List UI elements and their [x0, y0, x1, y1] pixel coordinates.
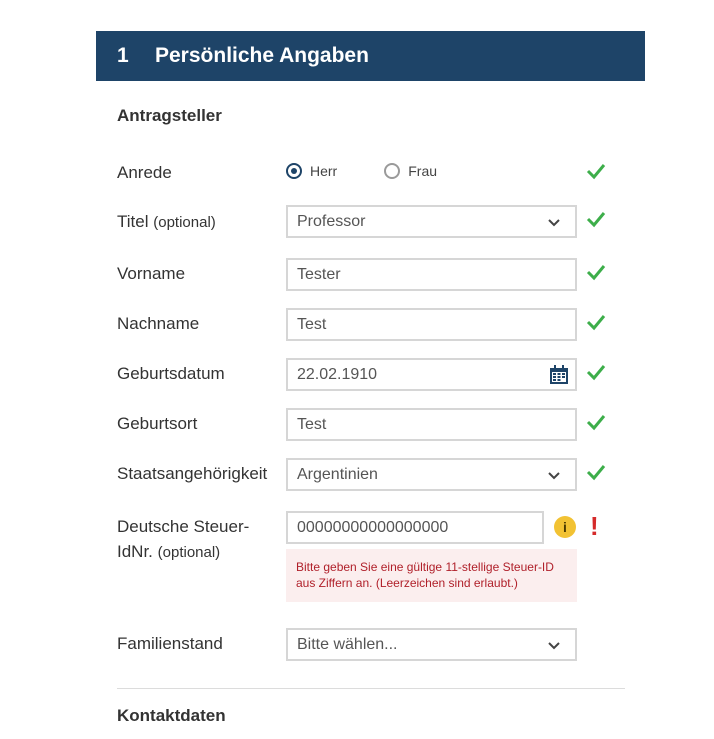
geburtsort-input[interactable] [286, 408, 577, 441]
vorname-label: Vorname [117, 264, 186, 283]
staatsangehoerigkeit-label: Staatsangehörigkeit [117, 464, 268, 483]
titel-check-icon [586, 209, 606, 229]
geburtsdatum-value: 22.02.1910 [297, 365, 378, 383]
chevron-down-icon [547, 468, 561, 482]
steuer-id-value: 00000000000000000 [297, 518, 449, 536]
nachname-input[interactable] [286, 308, 577, 341]
error-line-2: aus Ziffern an. (Leerzeichen sind erlaubt.) [296, 576, 518, 590]
radio-herr[interactable] [286, 163, 337, 179]
anrede-radio-group [286, 163, 484, 179]
titel-optional: (optional) [153, 214, 216, 231]
titel-select[interactable] [286, 205, 577, 238]
familienstand-label: Familienstand [117, 634, 223, 653]
nachname-label: Nachname [117, 314, 200, 333]
staatsangehoerigkeit-check-icon [586, 462, 606, 482]
radio-frau-circle[interactable] [384, 163, 400, 179]
geburtsort-label: Geburtsort [117, 414, 198, 433]
anrede-check-icon [586, 161, 606, 181]
titel-label-text: Titel [117, 212, 149, 231]
chevron-down-icon [547, 215, 561, 229]
section-divider [117, 688, 625, 689]
applicant-heading: Antragsteller [117, 106, 222, 125]
info-icon[interactable]: i [554, 516, 576, 538]
vorname-value: Tester [297, 265, 341, 283]
section-title: Persönliche Angaben [155, 44, 369, 67]
geburtsdatum-input[interactable] [286, 358, 577, 391]
radio-herr-label[interactable]: Herr [310, 163, 338, 179]
nachname-check-icon [586, 312, 606, 332]
steuer-id-label-line2: IdNr. [117, 542, 153, 561]
nachname-value: Test [297, 315, 327, 333]
steuer-id-input[interactable] [286, 511, 544, 544]
steuer-id-label-line1: Deutsche Steuer- [117, 517, 250, 536]
familienstand-value: Bitte wählen... [297, 635, 398, 653]
contact-heading: Kontaktdaten [117, 706, 226, 725]
staatsangehoerigkeit-select[interactable] [286, 458, 577, 491]
calendar-icon[interactable] [549, 365, 569, 385]
geburtsdatum-label: Geburtsdatum [117, 364, 225, 383]
steuer-id-optional: (optional) [157, 544, 221, 561]
geburtsort-check-icon [586, 412, 606, 432]
titel-label [117, 209, 216, 235]
section-header [96, 31, 645, 81]
steuer-id-error-message [286, 549, 577, 602]
radio-frau[interactable] [384, 163, 437, 179]
familienstand-select[interactable] [286, 628, 577, 661]
section-number: 1 [117, 44, 129, 67]
error-line-1: Bitte geben Sie eine gültige 11-stellige Steuer-ID [296, 560, 554, 574]
geburtsort-value: Test [297, 415, 327, 433]
radio-herr-circle[interactable] [286, 163, 302, 179]
chevron-down-icon [547, 638, 561, 652]
titel-value: Professor [297, 212, 366, 230]
steuer-id-label [117, 514, 249, 565]
geburtsdatum-check-icon [586, 362, 606, 382]
error-exclamation-icon: ! [590, 511, 599, 541]
anrede-label: Anrede [117, 163, 172, 182]
vorname-input[interactable] [286, 258, 577, 291]
radio-frau-label[interactable]: Frau [408, 163, 438, 179]
staatsangehoerigkeit-value: Argentinien [297, 465, 378, 483]
vorname-check-icon [586, 262, 606, 282]
